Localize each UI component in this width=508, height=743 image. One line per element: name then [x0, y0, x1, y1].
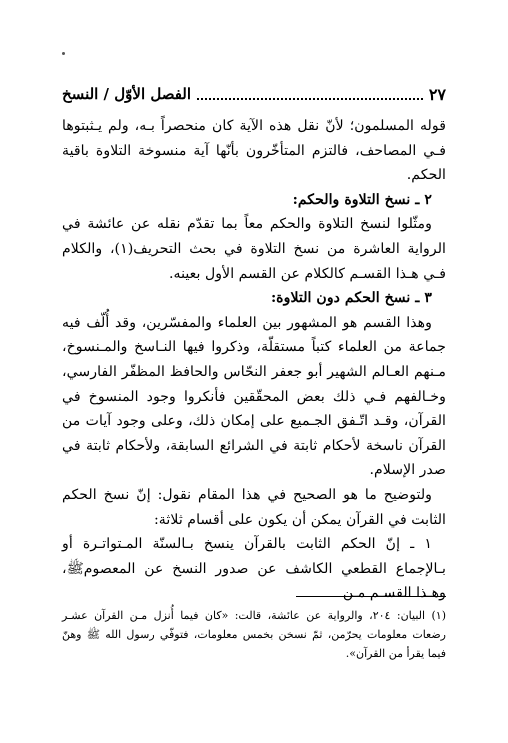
paragraph: ولتوضيح ما هو الصحيح في هذا المقام نقول: إنّ نسخ الحكم الثابت في القرآن يمكن أن يكون على أقسام ثلاثة:	[62, 486, 446, 528]
section-heading-3: ٣ ـ نسخ الحكم دون التلاوة:	[270, 290, 432, 307]
page-number: ٢٧	[428, 84, 446, 104]
paragraph-continuation: قوله المسلمون؛ لأنّ نقل هذه الآية كان منحصراً بـه، ولم يـثبتوها فـي المصاحف، فالتزم المتأخّرون بأنّها آية منسوخة التلاوة باقية الحكم.	[62, 118, 446, 184]
body-text	[62, 114, 446, 606]
paragraph: وهذا القسم هو المشهور بين العلماء والمفسّرين، وقد أُلّف فيه جماعة من العلماء كتباً مستقلّة، وذكروا فيها النـاسخ والمـنسوخ، مـنهم العـالم الشهير أبو جعفر النحّاس والحافظ المظفّر الفارسي، وخـالفهم فـي ذلك بعض المحقّقين فأنكروا وجود المنسوخ في القرآن، وقـد اتّـفق الجـميع على إمكان ذلك، وعلى وجود آيات من القرآن ناسخة لأحكام ثابتة في الشرائع السابقة، ولأحكام ثابتة في صدر الإسلام.	[62, 314, 446, 479]
paragraph: ومثّلوا لنسخ التلاوة والحكم معاً بما تقدّم نقله عن عائشة في الرواية العاشرة من نسخ التلاوة في بحث التحريف(١)، والكلام فـي هـذا القسـم كالكلام عن القسم الأول بعينه.	[62, 216, 446, 282]
paragraph: ١ ـ إنّ الحكم الثابت بالقرآن ينسخ بـالسنّة المـتواتـرة أو بـالإجماع القطعي الكاشف عن صدور النسخ عن المعصومﷺ، وهـذا القسـم مـن	[62, 536, 446, 602]
footnote-text: (١) البيان: ٢٠٤، والرواية عن عائشة، قالت: «كان فيما أُنزل مـن القرآن عشـر رضعات معلومات يحرّمن، ثمّ نسخن بخمس معلومات، فتوفّي رسول الله ﷺ وهنّ فيما يقرأ من القرآن».	[62, 609, 446, 660]
section-heading-2: ٢ ـ نسخ التلاوة والحكم:	[292, 191, 432, 208]
page-speck	[62, 52, 65, 55]
running-header	[62, 80, 446, 108]
footnote	[62, 606, 446, 663]
dotted-leader	[197, 88, 423, 100]
chapter-title: الفصل الأوّل / النسخ	[62, 85, 192, 103]
footnote-rule	[296, 596, 446, 597]
